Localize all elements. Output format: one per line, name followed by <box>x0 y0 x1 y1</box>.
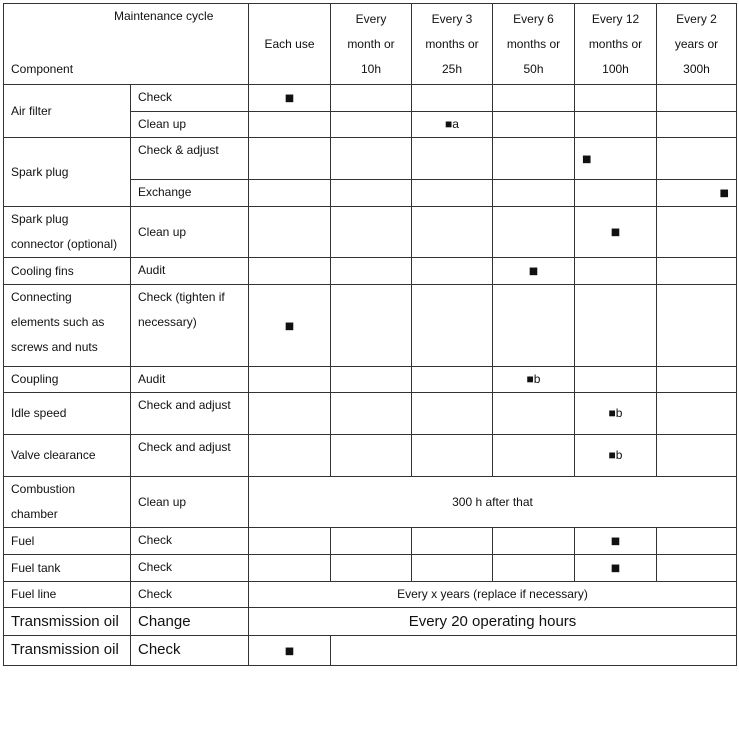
mark: ■ <box>610 227 621 238</box>
mark: ■b <box>526 372 541 386</box>
header-corner-cell <box>4 4 249 85</box>
mark: ■b <box>608 448 623 462</box>
table-row <box>4 528 737 555</box>
table-row <box>4 636 737 666</box>
col-each-use: Each use <box>249 4 331 85</box>
task-cell: Check (tighten if necessary) <box>131 285 249 367</box>
table-row <box>4 435 737 477</box>
mark: ■b <box>608 406 623 420</box>
component-cell: Fuel <box>4 528 131 555</box>
task-cell: Check <box>131 555 249 582</box>
mark: ■ <box>284 320 295 332</box>
mark-cell <box>249 285 331 367</box>
component-cell: Transmission oil <box>4 636 131 666</box>
mark: ■ <box>528 266 539 277</box>
mark-cell <box>575 207 657 258</box>
maintenance-cycle-label: Maintenance cycle <box>114 9 214 23</box>
component-cell: Air filter <box>4 85 131 138</box>
col-every-2-years: Every 2 years or 300h <box>657 4 737 85</box>
task-cell: Check and adjust <box>131 435 249 477</box>
mark: ■ <box>284 93 295 104</box>
mark: ■ <box>610 536 621 547</box>
table-row <box>4 207 737 258</box>
task-cell: Check <box>131 636 249 666</box>
col-every-12-months: Every 12 months or 100h <box>575 4 657 85</box>
component-cell: Cooling fins <box>4 258 131 285</box>
mark-cell <box>249 636 331 666</box>
component-cell: Idle speed <box>4 393 131 435</box>
table-row <box>4 367 737 393</box>
interval-note: Every 20 operating hours <box>249 608 737 636</box>
mark-cell <box>657 180 737 207</box>
task-cell: Check & adjust <box>131 138 249 180</box>
mark-cell <box>493 258 575 285</box>
table-row <box>4 582 737 608</box>
mark: ■a <box>445 117 459 131</box>
mark-cell <box>575 435 657 477</box>
task-cell: Check <box>131 528 249 555</box>
component-cell: Fuel line <box>4 582 131 608</box>
table-row <box>4 85 737 112</box>
table-row <box>4 285 737 367</box>
component-label: Component <box>11 62 74 76</box>
mark-cell <box>575 138 657 180</box>
interval-note: Every x years (replace if necessary) <box>249 582 737 608</box>
task-cell: Audit <box>131 258 249 285</box>
mark-cell <box>575 393 657 435</box>
task-cell: Audit <box>131 367 249 393</box>
col-every-6-months: Every 6 months or 50h <box>493 4 575 85</box>
component-cell: Coupling <box>4 367 131 393</box>
component-cell: Combustion chamber <box>4 477 131 528</box>
task-cell: Check <box>131 85 249 112</box>
table-row <box>4 258 737 285</box>
mark-cell <box>493 367 575 393</box>
mark-cell <box>575 555 657 582</box>
table-row <box>4 138 737 180</box>
header-row <box>4 4 737 85</box>
task-cell: Check and adjust <box>131 393 249 435</box>
maintenance-schedule-table <box>3 3 737 666</box>
component-cell: Valve clearance <box>4 435 131 477</box>
component-cell: Connecting elements such as screws and nuts <box>4 285 131 367</box>
mark: ■ <box>284 646 295 657</box>
mark: ■ <box>610 563 621 574</box>
mark-cell <box>575 528 657 555</box>
mark-cell <box>412 112 493 138</box>
mark: ■ <box>582 153 592 165</box>
task-cell: Clean up <box>131 477 249 528</box>
empty-cell <box>331 636 737 666</box>
table-row <box>4 555 737 582</box>
table-row <box>4 608 737 636</box>
component-cell: Fuel tank <box>4 555 131 582</box>
mark-cell <box>249 85 331 112</box>
component-cell: Spark plug connector (optional) <box>4 207 131 258</box>
task-cell: Check <box>131 582 249 608</box>
table-row <box>4 393 737 435</box>
col-every-3-months: Every 3 months or 25h <box>412 4 493 85</box>
mark: ■ <box>719 188 729 199</box>
component-cell: Spark plug <box>4 138 131 207</box>
task-cell: Exchange <box>131 180 249 207</box>
table-row <box>4 477 737 528</box>
task-cell: Change <box>131 608 249 636</box>
interval-note: 300 h after that <box>249 477 737 528</box>
col-every-month: Every month or 10h <box>331 4 412 85</box>
component-cell: Transmission oil <box>4 608 131 636</box>
task-cell: Clean up <box>131 112 249 138</box>
task-cell: Clean up <box>131 207 249 258</box>
